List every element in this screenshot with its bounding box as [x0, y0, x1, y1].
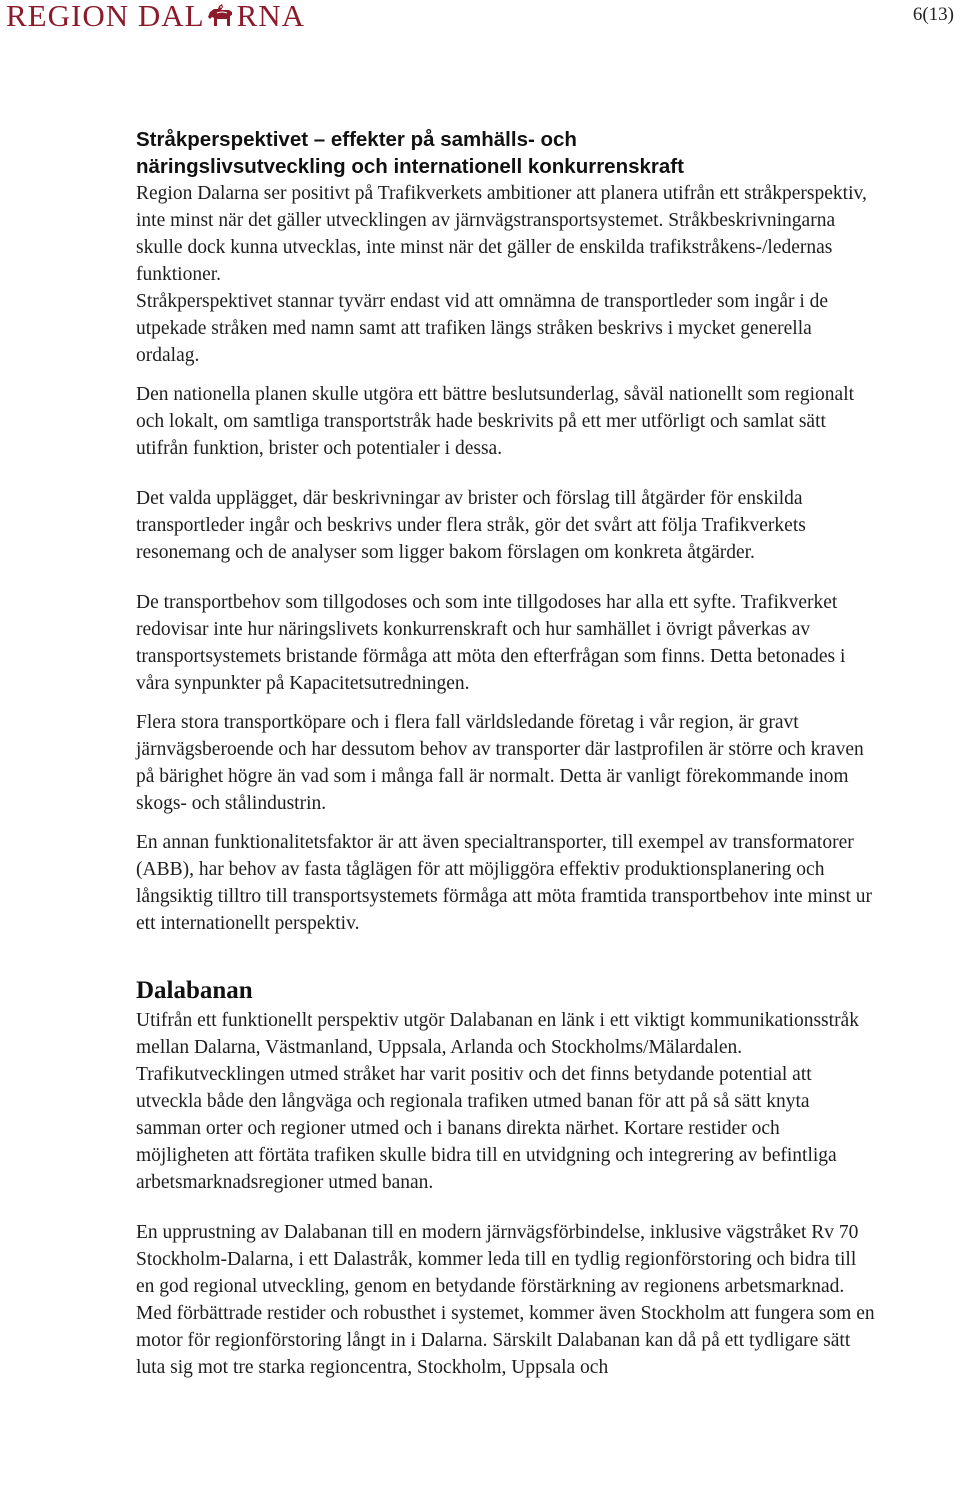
paragraph: Utifrån ett funktionellt perspektiv utgör Dalabanan en länk i ett viktigt kommunikationsstråk mellan Dalarna, Västmanland, Uppsala, Arlanda och Stockholms/Mälardalen. Trafikutvecklingen utmed stråket har varit positiv och det finns betydande potential att utveckla både den långväga och regionala trafiken utmed banan för att på så sätt knyta samman orter och regioner utmed och i banans direkta närhet. Kortare restider och möjligheten att förtäta trafiken skulle bidra till en utvidgning och integrering av befintliga arbetsmarknadsregioner utmed banan.: [136, 1010, 859, 1193]
document-body: [136, 126, 876, 1381]
paragraph: Det valda upplägget, där beskrivningar av brister och förslag till åtgärder för enskilda transportleder ingår och beskrivs under flera stråk, gör det svårt att följa Trafikverkets resonemang och de analyser som ligger bakom förslagen om konkreta åtgärder.: [136, 488, 806, 563]
dala-horse-icon: [206, 2, 236, 30]
logo-text-right: RNA: [236, 0, 306, 33]
paragraph: Stråkperspektivet stannar tyvärr endast vid att omnämna de transportleder som ingår i de utpekade stråken med namn samt att trafiken längs stråken beskrivs i mycket generella ordalag.: [136, 291, 829, 366]
section-dalabanan: [136, 975, 876, 1381]
section-strakperspektivet: [136, 126, 876, 937]
paragraph: Den nationella planen skulle utgöra ett bättre beslutsunderlag, såväl nationellt som regionalt och lokalt, om samtliga transportstråk hade beskrivits på ett mer utförligt och samlat sätt utifrån funktion, brister och potentialer i dessa.: [136, 384, 855, 459]
logo-text-left: REGION DAL: [6, 0, 205, 33]
section-heading-dalabanan: Dalabanan: [136, 977, 253, 1004]
paragraph: De transportbehov som tillgodoses och som inte tillgodoses har alla ett syfte. Trafikverket redovisar inte hur näringslivets konkurrenskraft och hur samhället i övrigt påverkas av transportsystemets bristande förmåga att möta den efterfrågan som finns. Detta betonades i våra synpunkter på Kapacitetsutredningen.: [136, 592, 846, 694]
page-number: 6(13): [912, 4, 954, 25]
paragraph: Region Dalarna ser positivt på Trafikverkets ambitioner att planera utifrån ett stråkperspektiv, inte minst när det gäller utvecklingen av järnvägstransportsystemet. Stråkbeskrivningarna skulle dock kunna utvecklas, inte minst när det gäller de enskilda trafikstråkens-/ledernas funktioner.: [136, 183, 867, 285]
paragraph: Flera stora transportköpare och i flera fall världsledande företag i vår region, är gravt järnvägsberoende och har dessutom behov av transporter där lastprofilen är större och kraven på bärighet högre än vad som i många fall är normalt. Detta är vanligt förekommande inom skogs- och stålindustrin.: [136, 712, 864, 814]
region-dalarna-logo: [6, 0, 305, 32]
section-title-line-2: näringslivsutveckling och internationell konkurrenskraft: [136, 155, 684, 178]
paragraph: En annan funktionalitetsfaktor är att även specialtransporter, till exempel av transformatorer (ABB), har behov av fasta tåglägen för att möjliggöra effektiv produktionsplanering och långsiktig tilltro till transportsystemets förmåga att möta framtida transportbehov inte minst ur ett internationellt perspektiv.: [136, 832, 872, 934]
section-title-line-1: Stråkperspektivet – effekter på samhälls- och: [136, 128, 577, 151]
paragraph: En upprustning av Dalabanan till en modern järnvägsförbindelse, inklusive vägstråket Rv 70 Stockholm-Dalarna, i ett Dalastråk, kommer leda till en tydlig regionförstoring och bidra till en god regional utveckling, genom en betydande förstärkning av regionens arbetsmarknad. Med förbättrade restider och robusthet i systemet, kommer även Stockholm att fungera som en motor för regionförstoring långt in i Dalarna. Särskilt Dalabanan kan då på ett tydligare sätt luta sig mot tre starka regioncentra, Stockholm, Uppsala och: [136, 1222, 875, 1378]
page-header: [0, 0, 960, 40]
